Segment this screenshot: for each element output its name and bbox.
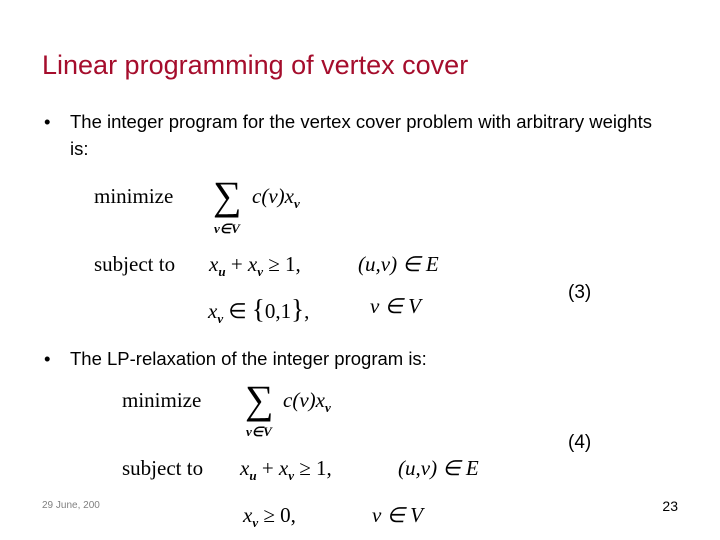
bullet-2 (44, 345, 670, 372)
eq3-subject-to: subject to (94, 252, 176, 276)
eq4-objective: $c(v)x_v$ (283, 388, 331, 415)
eq3-sum-under: v∈V (214, 221, 240, 236)
eq3-label: (3) (568, 282, 592, 303)
eq3-constraint-2: $x_v$ ∈ {0,1}, (208, 294, 310, 326)
eq4-subject-to: subject to (122, 456, 204, 480)
eq4-constraint-2: $x_v \ge 0$, (243, 503, 296, 530)
eq4-domain: v ∈ V (372, 503, 423, 527)
footer-date: 29 June, 200 (42, 500, 100, 511)
slide-title: Linear programming of vertex cover (42, 50, 469, 80)
eq4-edge: (u,v) ∈ E (398, 456, 479, 480)
bullet-marker: • (44, 111, 51, 132)
eq3-constraint-1: $x_u + x_v \ge 1$, (209, 252, 301, 279)
eq3-minimize: minimize (94, 184, 174, 208)
bullet-marker: • (44, 348, 51, 369)
bullet-1-text: The integer program for the vertex cover problem with arbitrary weights is: (70, 111, 652, 159)
eq3-objective: $c(v)x_v$ (252, 184, 300, 211)
eq4-sum-symbol: ∑ (245, 377, 274, 422)
eq3-domain: v ∈ V (370, 294, 421, 318)
eq4-label: (4) (568, 432, 592, 453)
eq4-sum-under: v∈V (246, 424, 272, 439)
eq4-minimize: minimize (122, 388, 202, 412)
eq3-edge: (u,v) ∈ E (358, 252, 439, 276)
eq4-constraint-1: $x_u + x_v \ge 1$, (240, 456, 332, 483)
eq3-sum-symbol: ∑ (213, 173, 242, 218)
bullet-1 (44, 108, 670, 162)
page-number: 23 (662, 498, 678, 514)
bullet-2-text: The LP-relaxation of the integer program is: (70, 348, 427, 369)
